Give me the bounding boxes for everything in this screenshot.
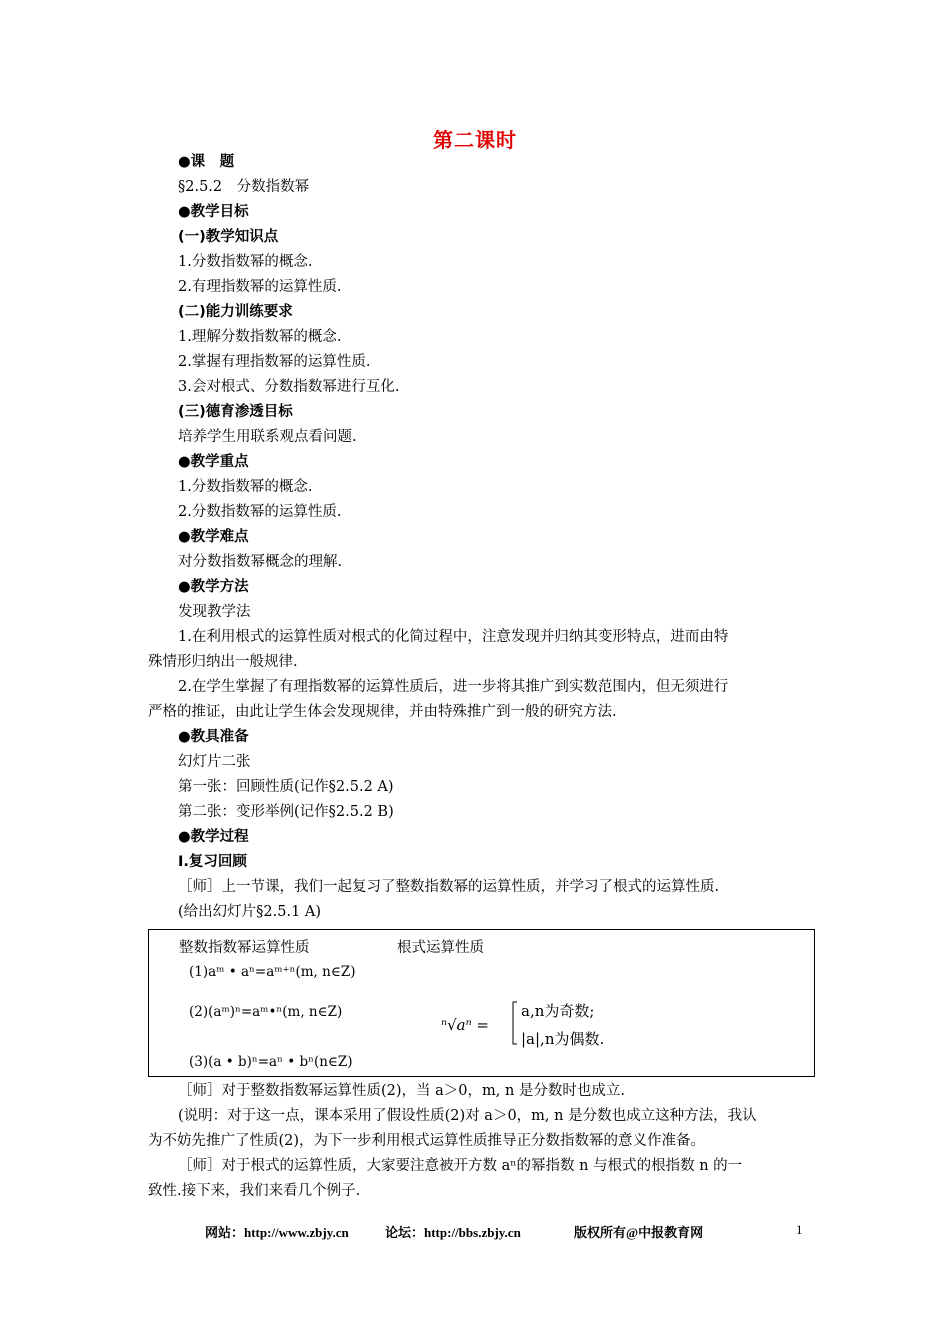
- goal1-heading: (一)教学知识点: [178, 229, 279, 245]
- difficulty-text: 对分数指数幂概念的理解.: [178, 554, 343, 570]
- difficulty-heading: ●教学难点: [178, 529, 249, 545]
- paragraph-line: 致性.接下来，我们来看几个例子.: [148, 1183, 361, 1199]
- method-name: 发现教学法: [178, 604, 251, 620]
- footer-forum: 论坛：http://bbs.zbjy.cn: [385, 1225, 521, 1240]
- page-number: 1: [796, 1222, 803, 1237]
- method-paragraph: [148, 625, 810, 725]
- goal2-item: 2.掌握有理指数幂的运算性质.: [178, 354, 371, 370]
- review-paragraph: ［师］上一节课，我们一起复习了整数指数幂的运算性质，并学习了根式的运算性质.: [178, 879, 720, 895]
- paragraph-line: 2.在学生掌握了有理指数幂的运算性质后，进一步将其推广到实数范围内，但无须进行: [178, 679, 729, 695]
- goal3-text: 培养学生用联系观点看问题.: [178, 429, 357, 445]
- radical-case-2: |a|,n为偶数.: [521, 1030, 605, 1048]
- footer-copyright: 版权所有@中报教育网: [574, 1225, 704, 1240]
- paragraph-line: 殊情形归纳出一般规律.: [148, 654, 298, 670]
- key-item: 1.分数指数幂的概念.: [178, 479, 313, 495]
- slide-col1-title: 整数指数幂运算性质: [179, 940, 310, 956]
- tools-heading: ●教具准备: [178, 729, 249, 745]
- goal2-item: 3.会对根式、分数指数幂进行互化.: [178, 379, 400, 395]
- radical-lhs: ⁿ√aⁿ =: [441, 1016, 489, 1034]
- paragraph-line: (说明：对于这一点，课本采用了假设性质(2)对 a＞0，m, n 是分数也成立这种方法，我认: [178, 1108, 757, 1124]
- goal2-item: 1.理解分数指数幂的概念.: [178, 329, 342, 345]
- topic-text: §2.5.2 分数指数幂: [178, 179, 310, 195]
- goals-heading: ●教学目标: [178, 204, 249, 220]
- topic-heading: ●课 题: [178, 154, 235, 170]
- paragraph-line: 为不妨先推广了性质(2)，为下一步利用根式运算性质推导正分数指数幂的意义作准备。: [148, 1133, 706, 1149]
- slide-box: [148, 929, 815, 1077]
- goal2-heading: (二)能力训练要求: [178, 304, 293, 320]
- radical-formula: [439, 992, 629, 1054]
- formula-row: (3)(a • b)ⁿ=aⁿ • bⁿ(n∈Z): [189, 1054, 353, 1070]
- review-heading: Ⅰ.复习回顾: [178, 854, 247, 870]
- tools-item: 第二张：变形举例(记作§2.5.2 B): [178, 804, 394, 820]
- key-item: 2.分数指数幂的运算性质.: [178, 504, 342, 520]
- after-box-text: [148, 1079, 810, 1204]
- lesson-body: [148, 150, 810, 1204]
- paragraph-line: ［师］对于整数指数幂运算性质(2)，当 a＞0，m, n 是分数时也成立.: [178, 1083, 626, 1099]
- process-heading: ●教学过程: [178, 829, 249, 845]
- page-title: 第二课时: [433, 128, 517, 152]
- goal3-heading: (三)德育渗透目标: [178, 404, 293, 420]
- tools-item: 幻灯片二张: [178, 754, 251, 770]
- paragraph-line: 严格的推证，由此让学生体会发现规律，并由特殊推广到一般的研究方法.: [148, 704, 617, 720]
- goal1-item: 2.有理指数幂的运算性质.: [178, 279, 342, 295]
- brace-icon: [513, 1002, 517, 1044]
- key-heading: ●教学重点: [178, 454, 249, 470]
- radical-case-1: a,n为奇数;: [521, 1002, 595, 1020]
- review-paragraph: (给出幻灯片§2.5.1 A): [178, 904, 322, 920]
- slide-col2-title: 根式运算性质: [397, 940, 484, 956]
- formula-row: (1)aᵐ • aⁿ=aᵐ⁺ⁿ(m, n∈Z): [189, 964, 356, 980]
- paragraph-line: ［师］对于根式的运算性质，大家要注意被开方数 aⁿ的幂指数 n 与根式的根指数 n 的一: [178, 1158, 743, 1174]
- formula-row: (2)(aᵐ)ⁿ=aᵐ•ⁿ(m, n∈Z): [189, 1004, 343, 1020]
- goal1-item: 1.分数指数幂的概念.: [178, 254, 313, 270]
- method-heading: ●教学方法: [178, 579, 249, 595]
- tools-item: 第一张：回顾性质(记作§2.5.2 A): [178, 779, 394, 795]
- footer-site: 网站：http://www.zbjy.cn: [205, 1225, 349, 1240]
- paragraph-line: 1.在利用根式的运算性质对根式的化简过程中，注意发现并归纳其变形特点，进而由特: [178, 629, 729, 645]
